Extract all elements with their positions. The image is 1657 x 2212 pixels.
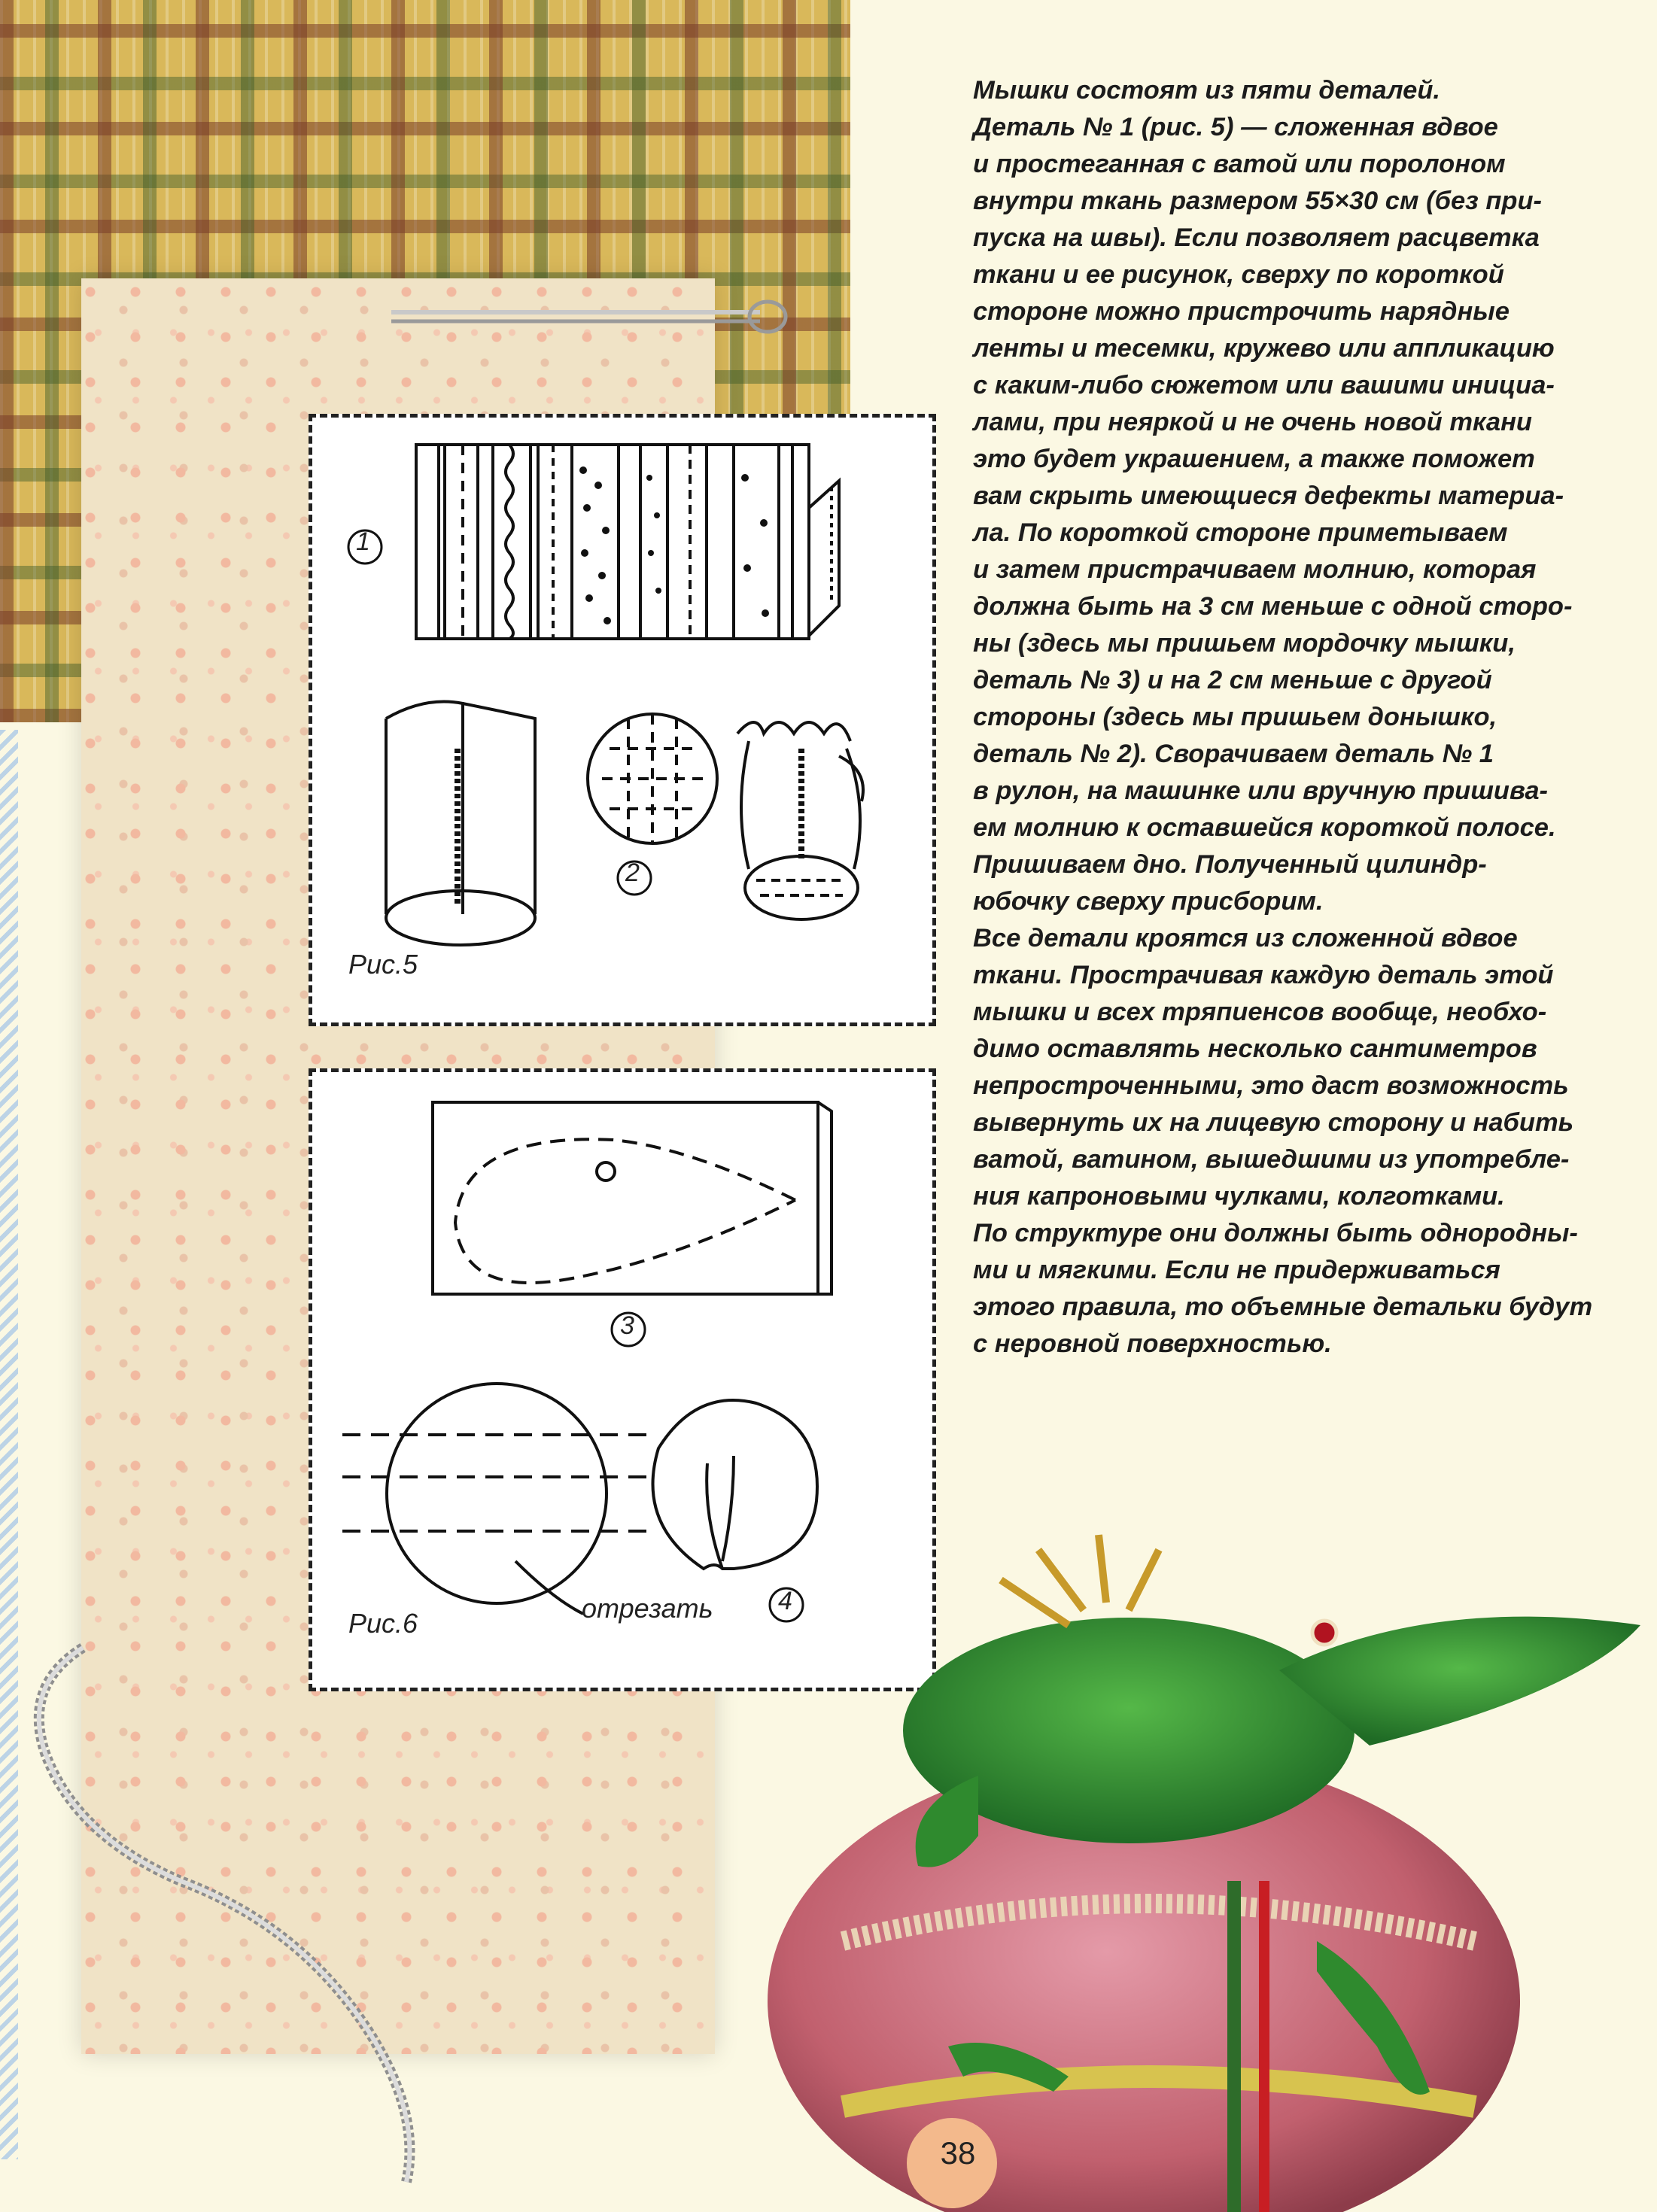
body-text-line: это будет украшением, а также поможет (973, 445, 1535, 473)
figure-6-caption: Рис.6 (348, 1608, 418, 1639)
ribbon-fabric-rectangle (416, 445, 839, 639)
ribbon-dots (579, 466, 769, 624)
body-text-line: вывернуть их на лицевую сторону и набить (973, 1108, 1574, 1137)
body-text (973, 72, 1620, 1363)
figure-6-cut-label: отрезать (582, 1593, 713, 1624)
body-text-line: и затем пристрачиваем молнию, которая (973, 555, 1537, 584)
quilted-circle (588, 714, 717, 843)
body-text-line: Пришиваем дно. Полученный цилиндр- (973, 850, 1487, 879)
body-text-line: ткани. Прострачивая каждую деталь этой (973, 961, 1554, 989)
toy-mouse-pincushion-photo (752, 1520, 1657, 2212)
body-text-line: пуска на швы). Если позволяет расцветка (973, 223, 1540, 252)
body-text-line: Все детали кроятся из сложенной вдвое (973, 924, 1518, 953)
body-text-line: ми и мягкими. Если не придерживаться (973, 1256, 1500, 1284)
cut-circle-diagram (342, 1384, 651, 1614)
body-text-line: с каким-либо сюжетом или вашими инициа- (973, 371, 1555, 400)
cylinder-with-zipper (386, 702, 535, 946)
body-text-line: внутри ткань размером 55×30 см (без при- (973, 187, 1543, 215)
body-text-line: ем молнию к оставшейся короткой полосе. (973, 813, 1556, 842)
body-text-line: в рулон, на машинке или вручную пришива- (973, 776, 1549, 805)
body-text-line: и простеганная с ватой или поролоном (973, 150, 1506, 178)
body-text-line: мышки и всех тряпиенсов вообще, необхо- (973, 998, 1547, 1026)
figure-6-number-4: 4 (778, 1587, 792, 1615)
body-text-line: ленты и тесемки, кружево или аппликацию (973, 334, 1555, 363)
body-text-line: лами, при неяркой и не очень новой ткани (973, 408, 1532, 436)
body-text-line: должна быть на 3 см меньше с одной сторо- (973, 592, 1573, 621)
body-text-line: димо оставлять несколько сантиметров (973, 1035, 1537, 1063)
body-text-line: деталь № 2). Сворачиваем деталь № 1 (973, 740, 1494, 768)
body-text-line: стороны (здесь мы пришьем донышко, (973, 703, 1497, 731)
page-number: 38 (940, 2135, 976, 2171)
body-text-line: Деталь № 1 (рис. 5) — сложенная вдвое (973, 113, 1498, 141)
body-text-line: ватой, ватином, вышедшими из употребле- (973, 1145, 1570, 1174)
body-text-line: непростроченными, это даст возможность (973, 1071, 1569, 1100)
body-text-line: ния капроновыми чулками, колготками. (973, 1182, 1505, 1211)
folded-fabric-pattern (433, 1102, 832, 1294)
figure-5-panel (309, 414, 936, 1026)
body-text-line: По структуре они должны быть однородны- (973, 1219, 1578, 1247)
gathered-sack (737, 722, 863, 919)
figure-5-number-2: 2 (625, 858, 640, 887)
body-text-line: стороне можно пристрочить нарядные (973, 297, 1510, 326)
figure-5-drawings (312, 418, 932, 1022)
body-text-line: юбочку сверху присборим. (973, 887, 1324, 916)
body-text-line: вам скрыть имеющиеся дефекты материа- (973, 482, 1564, 510)
figure-5-number-1: 1 (356, 527, 370, 556)
body-text-line: ла. По короткой стороне приметываем (973, 518, 1508, 547)
body-text-line: деталь № 3) и на 2 см меньше с другой (973, 666, 1492, 694)
body-text-line: ны (здесь мы пришьем мордочку мышки, (973, 629, 1516, 658)
safety-pin-icon (391, 297, 798, 342)
body-text-line: этого правила, то объемные детальки будут (973, 1293, 1593, 1321)
silver-cord-decoration (15, 1640, 436, 2197)
figure-5-caption: Рис.5 (348, 949, 418, 980)
body-text-line: Мышки состоят из пяти деталей. (973, 76, 1440, 105)
figure-6-number-3: 3 (620, 1311, 634, 1340)
body-text-line: ткани и ее рисунок, сверху по короткой (973, 260, 1504, 289)
body-text-line: с неровной поверхностью. (973, 1329, 1332, 1358)
